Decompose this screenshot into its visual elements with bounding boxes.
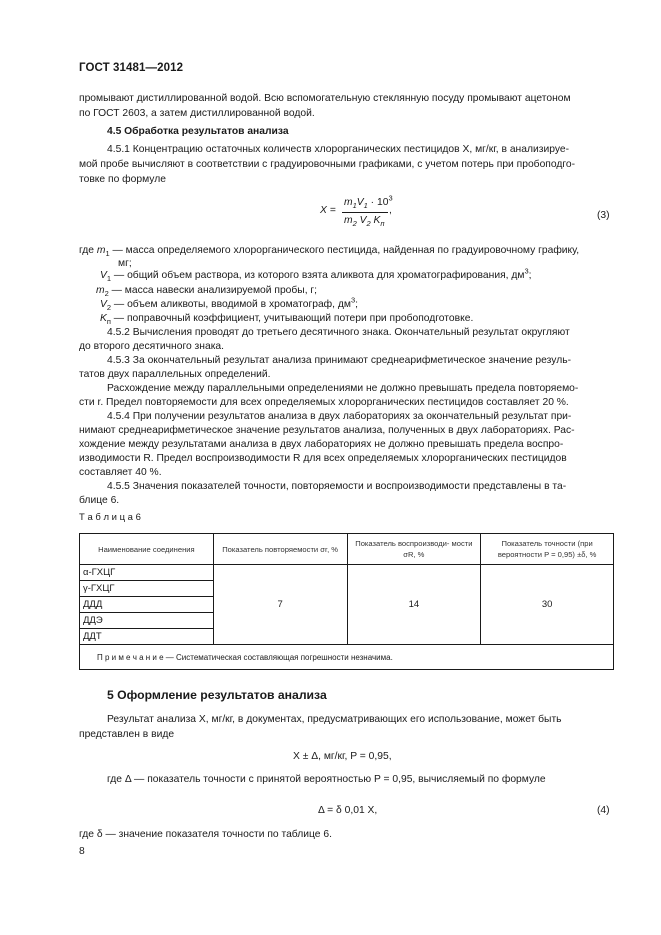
table-row-compound: α-ГХЦГ	[80, 565, 214, 581]
para-4-5-3-line-2: татов двух параллельных определений.	[79, 369, 271, 380]
table-header-compound: Наименование соединения	[80, 534, 214, 565]
para-4-5-4-line-2: нимают среднеарифметическое значение результатов анализа, полученных в двух лабораториях. Рас-	[79, 425, 575, 436]
table-row-compound: ДДТ	[80, 629, 214, 645]
para-4-5-2-line-1: 4.5.2 Вычисления проводят до третьего десятичного знака. Окончательный результат округляют	[107, 327, 570, 338]
document-header: ГОСТ 31481—2012	[79, 62, 184, 74]
intro-line-2: по ГОСТ 2603, а затем дистиллированной водой.	[79, 108, 315, 119]
para-4-5-4-line-1: 4.5.4 При получении результатов анализа в двух лабораториях за окончательный результат при-	[107, 411, 572, 422]
delta-source: где δ — значение показателя точности по таблице 6.	[79, 829, 332, 840]
table-row-compound: γ-ГХЦГ	[80, 581, 214, 597]
para-4-5-4-line-5: составляет 40 %.	[79, 467, 162, 478]
table-6-caption: Т а б л и ц а 6	[79, 512, 141, 523]
table-header-accuracy: Показатель точности (при вероятности P = 0,95) ±δ, %	[481, 534, 614, 565]
para-4-5-3-line-1: 4.5.3 За окончательный результат анализа принимают среднеарифметическое значение резуль-	[107, 355, 571, 366]
table-header-repeatability: Показатель повторяемости σr, %	[213, 534, 347, 565]
result-expression: X ± Δ, мг/кг, P = 0,95,	[293, 751, 392, 762]
formula-4: Δ = δ 0,01 X,	[318, 805, 378, 816]
para-4-5-2-line-2: до второго десятичного знака.	[79, 341, 225, 352]
table-value-repeatability: 7	[213, 565, 347, 645]
def-m2: $m_2$ — масса навески анализируемой пробы, г;	[96, 285, 318, 299]
table-value-accuracy: 30	[481, 565, 614, 645]
table-row-compound: ДДД	[80, 597, 214, 613]
table-value-reproducibility: 14	[347, 565, 481, 645]
section-4-5-heading: 4.5 Обработка результатов анализа	[107, 126, 289, 137]
formula-3-fraction-line	[342, 212, 388, 213]
section-5-para-line-2: представлен в виде	[79, 729, 175, 740]
def-m1-cont: мг;	[118, 258, 132, 269]
para-4-5-5-line-1: 4.5.5 Значения показателей точности, повторяемости и воспроизводимости представлены в та-	[107, 481, 567, 492]
formula-3-numerator: $m_1V_1 \cdot 10^3$	[344, 193, 393, 211]
para-4-5-1-line-2: мой пробе вычисляют в соответствии с градуировочными графиками, с учетом потерь при пробоподго-	[79, 159, 576, 170]
table-header-reproducibility: Показатель воспроизводи- мости σR, %	[347, 534, 481, 565]
formula-3-denominator: $m_2$ $V_2$ $K_п$	[344, 215, 385, 229]
para-4-5-1-line-1: 4.5.1 Концентрацию остаточных количеств хлорорганических пестицидов X, мг/кг, в анализируе-	[107, 144, 570, 155]
formula-3-number: (3)	[597, 210, 610, 221]
def-Kp: $K_п$ — поправочный коэффициент, учитывающий потери при пробоподготовке.	[100, 313, 474, 327]
def-V1: $V_1$ — общий объем раствора, из которого взята аликвота для хроматографирования, $дм^3$;	[100, 266, 532, 284]
formula-4-number: (4)	[597, 805, 610, 816]
formula-3-comma: ,	[389, 205, 392, 216]
delta-definition: где Δ — показатель точности с принятой вероятностью P = 0,95, вычисляемый по формуле	[107, 774, 546, 785]
table-6	[79, 533, 614, 670]
para-4-5-4-line-3: хождение между результатами анализа в двух лабораториях не должно превышать предела воспро-	[79, 439, 564, 450]
para-4-5-4-line-4: изводимости R. Предел воспроизводимости R для всех определяемых хлорорганических пестицидов	[79, 453, 567, 464]
page-number: 8	[79, 846, 85, 857]
repeat-line-1: Расхождение между параллельными определениями не должно превышать предела повторяемо-	[107, 383, 579, 394]
section-5-para-line-1: Результат анализа X, мг/кг, в документах, предусматривающих его использование, может быть	[107, 714, 562, 725]
def-V2: $V_2$ — объем аликвоты, вводимой в хроматограф, $дм^3$;	[100, 295, 359, 313]
section-5-heading: 5 Оформление результатов анализа	[107, 688, 327, 702]
intro-line-1: промывают дистиллированной водой. Всю вспомогательную стеклянную посуду промывают ацетоном	[79, 93, 571, 104]
def-m1: где $m_1$ — масса определяемого хлорорганического пестицида, найденная по градуировочному графику,	[79, 245, 580, 259]
table-note: П р и м е ч а н и е — Систематическая составляющая погрешности незначима.	[80, 645, 614, 670]
para-4-5-5-line-2: блице 6.	[79, 495, 120, 506]
para-4-5-1-line-3: товке по формуле	[79, 174, 166, 185]
formula-3-lhs: X =	[320, 205, 336, 216]
repeat-line-2: сти r. Предел повторяемости для всех определяемых хлорорганических пестицидов составляет 20 %.	[79, 397, 569, 408]
table-row-compound: ДДЭ	[80, 613, 214, 629]
